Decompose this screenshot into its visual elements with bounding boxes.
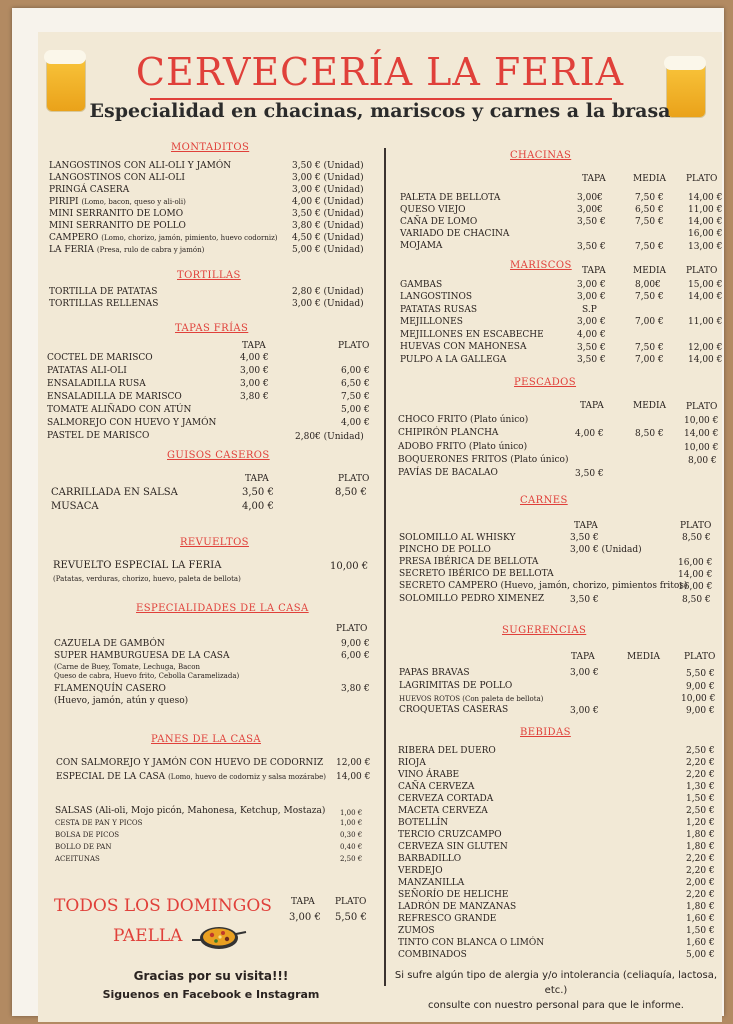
- column-header-media: MEDIA: [627, 652, 661, 662]
- menu-sheet: [12, 8, 724, 1016]
- item-tapa: 3,00 €: [240, 379, 269, 389]
- column-header-tapa: TAPA: [242, 341, 266, 351]
- item-price: 3,80 € (Unidad): [292, 221, 364, 231]
- item-price: 1,50 €: [686, 926, 715, 936]
- item-name: TORTILLAS RELLENAS: [49, 299, 159, 309]
- column-header-media: MEDIA: [633, 401, 667, 411]
- column-header-plato: PLATO: [686, 266, 718, 276]
- item-name: CESTA DE PAN Y PICOS: [55, 819, 143, 827]
- item-name: BOQUERONES FRITOS (Plato único): [398, 455, 569, 465]
- item-name: RIOJA: [398, 758, 426, 768]
- item-tapa: 3,80 €: [240, 392, 269, 402]
- item-plato: 12,00 €: [688, 343, 723, 353]
- item-tapa: S.P: [582, 305, 597, 315]
- item-plato: 14,00 €: [688, 292, 723, 302]
- item-tapa: 4,00 €: [240, 353, 269, 363]
- item-plato: 2,80€ (Unidad): [295, 432, 364, 442]
- item-price: 2,20 €: [686, 770, 715, 780]
- item-plato: 16,00 €: [688, 229, 723, 239]
- section-title-bebidas: BEBIDAS: [520, 727, 571, 738]
- column-header-tapa: TAPA: [580, 401, 604, 411]
- item-plato: 14,00 €: [688, 355, 723, 365]
- item-tapa: 3,50 €: [577, 217, 606, 227]
- item-name: VARIADO DE CHACINA: [400, 229, 510, 239]
- page-title: CERVECERÍA LA FERIA: [135, 50, 625, 94]
- item-tapa: 3,50 €: [577, 242, 606, 252]
- item-plato: 6,50 €: [341, 379, 370, 389]
- item-price: 2,50 €: [340, 855, 363, 863]
- column-header-tapa: TAPA: [582, 174, 606, 184]
- item-name: ESPECIAL DE LA CASA (Lomo, huevo de codorniz y salsa mozárabe): [56, 772, 326, 782]
- item-name: ENSALADILLA DE MARISCO: [47, 392, 182, 402]
- item-name: FLAMENQUÍN CASERO: [54, 684, 166, 694]
- item-description: (Patatas, verduras, chorizo, huevo, paleta de bellota): [53, 575, 241, 583]
- item-name: LA FERIA (Presa, rulo de cabra y jamón): [49, 245, 205, 255]
- item-tapa: 3,00 €: [570, 668, 599, 678]
- section-title-sugerencias: SUGERENCIAS: [502, 625, 587, 636]
- item-plato: 11,00 €: [688, 205, 723, 215]
- item-name: MUSACA: [51, 501, 99, 512]
- section-title-mariscos: MARISCOS: [510, 260, 572, 271]
- item-plato: 8,50 €: [682, 533, 711, 543]
- item-tapa: 4,00 €: [577, 330, 606, 340]
- allergy-line: consulte con nuestro personal para que le informe.: [428, 1000, 684, 1011]
- item-name: BOLLO DE PAN: [55, 843, 112, 851]
- column-header-plato: PLATO: [680, 521, 712, 531]
- item-name: PASTEL DE MARISCO: [47, 431, 150, 441]
- item-name: LANGOSTINOS: [400, 292, 473, 302]
- item-media: 7,50 €: [635, 217, 664, 227]
- item-description: (Carne de Buey, Tomate, Lechuga, Bacon: [54, 663, 200, 671]
- item-name: GAMBAS: [400, 280, 443, 290]
- column-header-plato: PLATO: [338, 341, 370, 351]
- column-header-tapa: TAPA: [574, 521, 598, 531]
- item-media: 7,00 €: [635, 355, 664, 365]
- item-name: COMBINADOS: [398, 950, 467, 960]
- item-name: SECRETO CAMPERO (Huevo, jamón, chorizo, pimientos fritos): [399, 581, 688, 591]
- item-plato: 16,00 €: [678, 558, 713, 568]
- item-name: VERDEJO: [398, 866, 443, 876]
- item-name: ZUMOS: [398, 926, 435, 936]
- item-price: 10,00 €: [330, 561, 369, 572]
- item-name: CERVEZA CORTADA: [398, 794, 494, 804]
- item-name: MEJILLONES: [400, 317, 463, 327]
- item-plato: 4,00 €: [341, 418, 370, 428]
- item-plato: 9,00 €: [686, 706, 715, 716]
- item-name: LANGOSTINOS CON ALI-OLI: [49, 173, 185, 183]
- item-tapa: 3,00 €: [577, 280, 606, 290]
- item-plato: 8,50 €: [682, 595, 711, 605]
- item-name: LANGOSTINOS CON ALI-OLI Y JAMÓN: [49, 161, 232, 171]
- item-plato: 10,00 €: [684, 443, 719, 453]
- item-name: PAPAS BRAVAS: [399, 668, 470, 678]
- column-header-tapa: TAPA: [571, 652, 595, 662]
- item-plato: 9,00 €: [686, 682, 715, 692]
- item-price: 0,30 €: [340, 831, 363, 839]
- column-header-tapa: TAPA: [291, 897, 315, 907]
- item-name: SOLOMILLO AL WHISKY: [399, 533, 516, 543]
- item-tapa: 3,50 €: [570, 533, 599, 543]
- section-title-montaditos: MONTADITOS: [171, 142, 250, 153]
- item-media: 8,00€: [635, 280, 661, 290]
- item-price: 3,00 € (Unidad): [292, 185, 364, 195]
- item-name: CAÑA CERVEZA: [398, 782, 475, 792]
- item-name: RIBERA DEL DUERO: [398, 746, 496, 756]
- item-name: REFRESCO GRANDE: [398, 914, 497, 924]
- item-plato: 14,00 €: [688, 217, 723, 227]
- item-plato: 15,00 €: [688, 280, 723, 290]
- item-price: 9,00 €: [341, 639, 370, 649]
- item-tapa: 3,00€: [577, 205, 603, 215]
- item-price: 2,20 €: [686, 854, 715, 864]
- item-tapa: 4,00 €: [242, 501, 274, 512]
- column-header-tapa: TAPA: [582, 266, 606, 276]
- item-name: SEÑORÍO DE HELICHE: [398, 890, 509, 900]
- item-name: LAGRIMITAS DE POLLO: [399, 681, 513, 691]
- section-title-chacinas: CHACINAS: [510, 150, 572, 161]
- item-price: 2,20 €: [686, 866, 715, 876]
- item-name: SUPER HAMBURGUESA DE LA CASA: [54, 651, 230, 661]
- section-title-pescados: PESCADOS: [514, 377, 577, 388]
- item-plato: 7,50 €: [341, 392, 370, 402]
- section-title-guisos-caseros: GUISOS CASEROS: [167, 450, 270, 461]
- item-tapa: 4,00 €: [575, 429, 604, 439]
- column-header-plato: PLATO: [338, 474, 370, 484]
- column-header-tapa: TAPA: [245, 474, 269, 484]
- menu-page: [38, 32, 722, 1022]
- column-header-plato: PLATO: [684, 652, 716, 662]
- item-plato: 5,50 €: [686, 669, 715, 679]
- item-price: 2,20 €: [686, 890, 715, 900]
- item-plato: 16,00 €: [678, 582, 713, 592]
- item-tapa: 3,00 €: [570, 706, 599, 716]
- item-name: PIRIPI (Lomo, bacon, queso y ali-oli): [49, 197, 186, 207]
- item-name: TINTO CON BLANCA O LIMÓN: [398, 938, 545, 948]
- item-name: TORTILLA DE PATATAS: [49, 287, 158, 297]
- item-tapa: 3,50 €: [577, 343, 606, 353]
- item-price: 1,20 €: [686, 818, 715, 828]
- item-price: 4,00 € (Unidad): [292, 197, 364, 207]
- item-name: MEJILLONES EN ESCABECHE: [400, 330, 544, 340]
- item-name: PRINGÁ CASERA: [49, 185, 130, 195]
- item-name: PRESA IBÉRICA DE BELLOTA: [399, 557, 539, 567]
- allergy-line: Si sufre algún tipo de alergia y/o intolerancia (celiaquía, lactosa, etc.): [394, 970, 718, 996]
- item-price: 2,20 €: [686, 758, 715, 768]
- item-name: ADOBO FRITO (Plato único): [398, 442, 528, 452]
- column-header-plato: PLATO: [686, 402, 718, 412]
- column-divider: [384, 148, 386, 986]
- item-name: HUEVAS CON MAHONESA: [400, 342, 527, 352]
- paella-title: PAELLA: [113, 926, 183, 946]
- column-header-plato: PLATO: [336, 624, 368, 634]
- item-price: 1,80 €: [686, 902, 715, 912]
- item-name: PATATAS ALI-OLI: [47, 366, 127, 376]
- item-price: 1,30 €: [686, 782, 715, 792]
- item-name: CERVEZA SIN GLUTEN: [398, 842, 508, 852]
- social-message: Siguenos en Facebook e Instagram: [102, 988, 320, 1001]
- section-title-panes: PANES DE LA CASA: [151, 734, 261, 745]
- item-plato: 8,50 €: [335, 487, 367, 498]
- item-name: BARBADILLO: [398, 854, 462, 864]
- item-name: PULPO A LA GALLEGA: [400, 355, 507, 365]
- item-media: 7,00 €: [635, 317, 664, 327]
- item-plato: 14,00 €: [684, 429, 719, 439]
- item-name: BOLSA DE PICOS: [55, 831, 120, 839]
- item-media: 7,50 €: [635, 292, 664, 302]
- item-tapa: 3,00€: [577, 193, 603, 203]
- paella-tapa-price: 3,00 €: [289, 912, 321, 923]
- item-plato: 5,00 €: [341, 405, 370, 415]
- item-media: 6,50 €: [635, 205, 664, 215]
- item-price: 6,00 €: [341, 651, 370, 661]
- item-name: LADRÓN DE MANZANAS: [398, 902, 517, 912]
- item-tapa: 3,50 €: [575, 469, 604, 479]
- item-name: QUESO VIEJO: [400, 205, 466, 215]
- domingos-title: TODOS LOS DOMINGOS: [54, 896, 272, 916]
- page-subtitle: Especialidad en chacinas, mariscos y carnes a la brasa: [89, 100, 671, 122]
- column-header-media: MEDIA: [633, 174, 667, 184]
- item-price: 5,00 € (Unidad): [292, 245, 364, 255]
- paella-plato-price: 5,50 €: [335, 912, 367, 923]
- item-name: BOTELLÍN: [398, 818, 449, 828]
- item-name: MINI SERRANITO DE POLLO: [49, 221, 186, 231]
- item-name: COCTEL DE MARISCO: [47, 353, 153, 363]
- allergy-notice: [390, 968, 722, 1013]
- item-name: CAÑA DE LOMO: [400, 217, 478, 227]
- section-title-revueltos: REVUELTOS: [180, 537, 249, 548]
- item-name: PINCHO DE POLLO: [399, 545, 491, 555]
- item-name: CAZUELA DE GAMBÓN: [54, 639, 165, 649]
- item-name: CON SALMOREJO Y JAMÓN CON HUEVO DE CODORNIZ: [56, 758, 324, 768]
- item-plato: 13,00 €: [688, 242, 723, 252]
- item-name: SECRETO IBÉRICO DE BELLOTA: [399, 569, 554, 579]
- item-price: 2,50 €: [686, 746, 715, 756]
- item-name: CHOCO FRITO (Plato único): [398, 415, 529, 425]
- item-name: SALMOREJO CON HUEVO Y JAMÓN: [47, 418, 217, 428]
- item-name: PATATAS RUSAS: [400, 305, 477, 315]
- item-name: TOMATE ALIÑADO CON ATÚN: [47, 405, 192, 415]
- item-tapa: 3,50 €: [570, 595, 599, 605]
- item-name: MANZANILLA: [398, 878, 465, 888]
- item-name: SALSAS (Ali-oli, Mojo picón, Mahonesa, Ketchup, Mostaza): [55, 806, 326, 816]
- item-name: CARRILLADA EN SALSA: [51, 487, 178, 498]
- item-price: 3,80 €: [341, 684, 370, 694]
- item-price: 2,80 € (Unidad): [292, 287, 364, 297]
- item-name: ENSALADILLA RUSA: [47, 379, 146, 389]
- item-name: MINI SERRANITO DE LOMO: [49, 209, 184, 219]
- item-plato: 10,00 €: [681, 694, 716, 704]
- item-plato: 10,00 €: [684, 416, 719, 426]
- section-title-carnes: CARNES: [520, 495, 568, 506]
- item-price: 0,40 €: [340, 843, 363, 851]
- item-tapa: 3,00 €: [577, 292, 606, 302]
- item-price: 1,00 €: [340, 819, 363, 827]
- section-title-tapas-frias: TAPAS FRÍAS: [175, 323, 249, 334]
- item-name: TERCIO CRUZCAMPO: [398, 830, 502, 840]
- item-price: 3,00 € (Unidad): [292, 173, 364, 183]
- item-price: 12,00 €: [336, 758, 371, 768]
- item-price: 1,80 €: [686, 842, 715, 852]
- item-name: ACEITUNAS: [55, 855, 100, 863]
- item-name: SOLOMILLO PEDRO XIMENEZ: [399, 594, 545, 604]
- item-price: 3,50 € (Unidad): [292, 161, 364, 171]
- item-name: PAVÍAS DE BACALAO: [398, 468, 498, 478]
- item-price: 1,00 €: [340, 809, 363, 817]
- item-media: 7,50 €: [635, 242, 664, 252]
- item-name: CAMPERO (Lomo, chorizo, jamón, pimiento, huevo codorniz): [49, 233, 278, 243]
- item-name: PALETA DE BELLOTA: [400, 193, 501, 203]
- item-media: 8,50 €: [635, 429, 664, 439]
- item-price: 1,60 €: [686, 914, 715, 924]
- item-media: 7,50 €: [635, 343, 664, 353]
- section-title-especialidades: ESPECIALIDADES DE LA CASA: [136, 603, 309, 614]
- item-tapa: 3,00 €: [577, 317, 606, 327]
- item-plato: 11,00 €: [688, 317, 723, 327]
- item-plato: 14,00 €: [678, 570, 713, 580]
- thanks-message: Gracias por su visita!!!: [133, 969, 289, 983]
- item-price: 4,50 € (Unidad): [292, 233, 364, 243]
- item-name: MOJAMA: [400, 241, 443, 251]
- item-tapa: 3,50 €: [242, 487, 274, 498]
- item-name: REVUELTO ESPECIAL LA FERIA: [53, 560, 222, 571]
- item-name: CROQUETAS CASERAS: [399, 705, 509, 715]
- item-description: Queso de cabra, Huevo frito, Cebolla Caramelizada): [54, 672, 240, 680]
- item-media: 7,50 €: [635, 193, 664, 203]
- item-name: MACETA CERVEZA: [398, 806, 488, 816]
- item-price: 1,60 €: [686, 938, 715, 948]
- item-price: 14,00 €: [336, 772, 371, 782]
- item-tapa: 3,00 €: [240, 366, 269, 376]
- item-plato: 14,00 €: [688, 193, 723, 203]
- column-header-media: MEDIA: [633, 266, 667, 276]
- item-name: HUEVOS ROTOS (Con paleta de bellota): [399, 695, 544, 703]
- item-tapa: 3,50 €: [577, 355, 606, 365]
- item-price: 3,50 € (Unidad): [292, 209, 364, 219]
- item-price: 1,80 €: [686, 830, 715, 840]
- column-header-plato: PLATO: [335, 897, 367, 907]
- item-price: 5,00 €: [686, 950, 715, 960]
- item-description: (Huevo, jamón, atún y queso): [54, 696, 189, 706]
- item-price: 1,50 €: [686, 794, 715, 804]
- item-tapa: 3,00 € (Unidad): [570, 545, 642, 555]
- item-price: 3,00 € (Unidad): [292, 299, 364, 309]
- section-title-tortillas: TORTILLAS: [177, 270, 241, 281]
- item-plato: 8,00 €: [688, 456, 717, 466]
- item-name: VINO ÁRABE: [398, 770, 460, 780]
- paella-pan-icon: [190, 920, 248, 954]
- column-header-plato: PLATO: [686, 174, 718, 184]
- item-price: 2,50 €: [686, 806, 715, 816]
- item-price: 2,00 €: [686, 878, 715, 888]
- item-name: CHIPIRÓN PLANCHA: [398, 428, 499, 438]
- item-plato: 6,00 €: [341, 366, 370, 376]
